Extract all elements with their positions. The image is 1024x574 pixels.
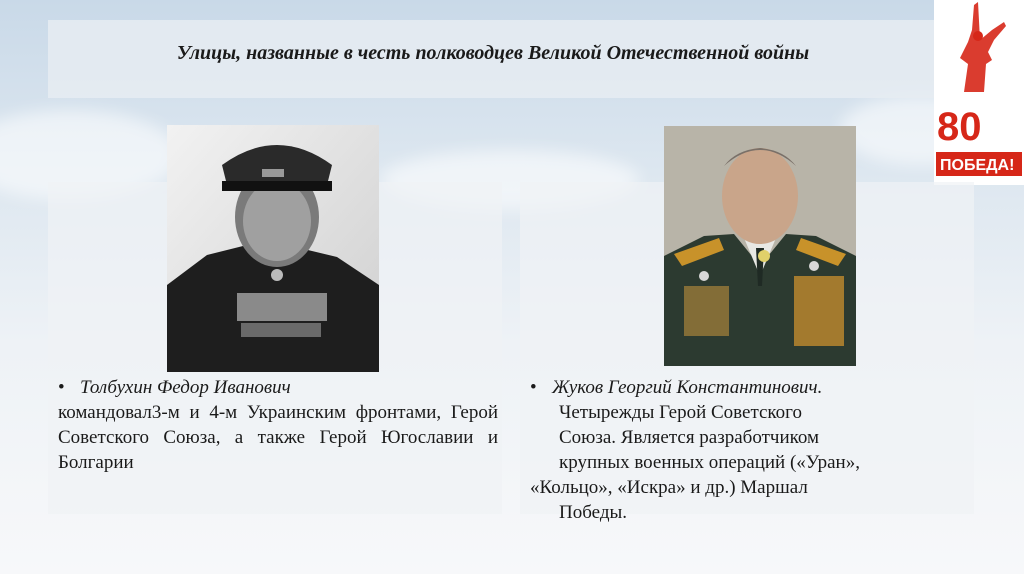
zhukov-portrait bbox=[664, 126, 856, 366]
zhukov-line: Союза. Является разработчиком bbox=[559, 427, 820, 448]
tolbukhin-name: Толбухин Федор Иванович bbox=[80, 377, 291, 398]
title-banner bbox=[48, 20, 938, 98]
slide-title: Улицы, названные в честь полководцев Великой Отечественной войны bbox=[176, 42, 810, 64]
zhukov-line: «Кольцо», «Искра» и др.) Маршал bbox=[530, 477, 808, 498]
zhukov-line: крупных военных операций («Уран», bbox=[559, 452, 860, 473]
victory-80-logo bbox=[934, 0, 1024, 185]
zhukov-line: Четырежды Герой Советского bbox=[559, 402, 803, 423]
logo-word: ПОБЕДА! bbox=[940, 157, 1015, 174]
bullet-marker: • bbox=[530, 377, 537, 398]
bullet-marker: • bbox=[58, 377, 65, 398]
tolbukhin-portrait bbox=[167, 125, 379, 372]
tolbukhin-body: командовал3-м и 4-м Украинским фронтами, Герой Советского Союза, а также Герой Югославии и Болгарии bbox=[58, 402, 498, 473]
zhukov-line: Победы. bbox=[559, 502, 628, 523]
tolbukhin-description bbox=[58, 375, 498, 475]
zhukov-description bbox=[530, 375, 970, 525]
logo-number: 80 bbox=[937, 105, 982, 149]
zhukov-name: Жуков Георгий Константинович. bbox=[552, 377, 823, 398]
